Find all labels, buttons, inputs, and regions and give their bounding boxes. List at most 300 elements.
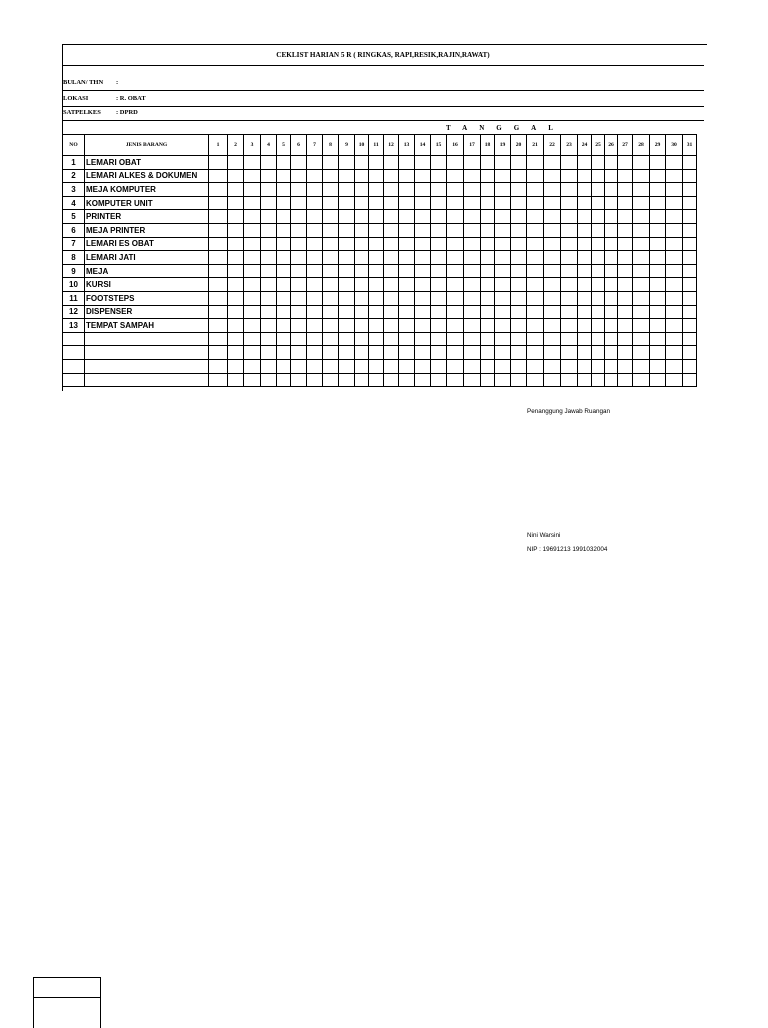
check-cell[interactable]	[399, 169, 415, 183]
check-cell[interactable]	[228, 305, 244, 319]
check-cell[interactable]	[605, 183, 618, 197]
check-cell[interactable]	[323, 223, 339, 237]
check-cell[interactable]	[384, 373, 399, 387]
check-cell[interactable]	[481, 196, 495, 210]
check-cell[interactable]	[527, 251, 544, 265]
check-cell[interactable]	[228, 346, 244, 360]
check-cell[interactable]	[633, 291, 650, 305]
check-cell[interactable]	[323, 373, 339, 387]
check-cell[interactable]	[511, 196, 527, 210]
check-cell[interactable]	[683, 196, 697, 210]
check-cell[interactable]	[399, 251, 415, 265]
check-cell[interactable]	[527, 319, 544, 333]
check-cell[interactable]	[447, 183, 464, 197]
check-cell[interactable]	[544, 373, 561, 387]
check-cell[interactable]	[481, 359, 495, 373]
check-cell[interactable]	[369, 278, 384, 292]
check-cell[interactable]	[415, 373, 431, 387]
check-cell[interactable]	[323, 210, 339, 224]
check-cell[interactable]	[339, 359, 355, 373]
check-cell[interactable]	[544, 196, 561, 210]
check-cell[interactable]	[323, 251, 339, 265]
check-cell[interactable]	[244, 237, 261, 251]
check-cell[interactable]	[339, 305, 355, 319]
check-cell[interactable]	[650, 291, 666, 305]
check-cell[interactable]	[683, 210, 697, 224]
check-cell[interactable]	[228, 251, 244, 265]
check-cell[interactable]	[323, 264, 339, 278]
check-cell[interactable]	[511, 183, 527, 197]
check-cell[interactable]	[307, 319, 323, 333]
check-cell[interactable]	[561, 278, 578, 292]
check-cell[interactable]	[291, 373, 307, 387]
check-cell[interactable]	[592, 196, 605, 210]
check-cell[interactable]	[464, 332, 481, 346]
check-cell[interactable]	[495, 373, 511, 387]
check-cell[interactable]	[633, 373, 650, 387]
check-cell[interactable]	[650, 359, 666, 373]
check-cell[interactable]	[209, 156, 228, 170]
check-cell[interactable]	[447, 305, 464, 319]
check-cell[interactable]	[291, 278, 307, 292]
check-cell[interactable]	[415, 291, 431, 305]
check-cell[interactable]	[415, 223, 431, 237]
check-cell[interactable]	[578, 291, 592, 305]
check-cell[interactable]	[415, 332, 431, 346]
check-cell[interactable]	[527, 183, 544, 197]
check-cell[interactable]	[339, 156, 355, 170]
check-cell[interactable]	[277, 278, 291, 292]
check-cell[interactable]	[244, 156, 261, 170]
check-cell[interactable]	[244, 346, 261, 360]
check-cell[interactable]	[291, 305, 307, 319]
check-cell[interactable]	[323, 156, 339, 170]
check-cell[interactable]	[355, 251, 369, 265]
check-cell[interactable]	[561, 332, 578, 346]
check-cell[interactable]	[683, 291, 697, 305]
check-cell[interactable]	[369, 359, 384, 373]
check-cell[interactable]	[633, 359, 650, 373]
check-cell[interactable]	[683, 223, 697, 237]
check-cell[interactable]	[495, 183, 511, 197]
check-cell[interactable]	[384, 278, 399, 292]
check-cell[interactable]	[228, 210, 244, 224]
check-cell[interactable]	[415, 264, 431, 278]
check-cell[interactable]	[511, 223, 527, 237]
check-cell[interactable]	[481, 169, 495, 183]
check-cell[interactable]	[307, 210, 323, 224]
check-cell[interactable]	[481, 346, 495, 360]
check-cell[interactable]	[369, 305, 384, 319]
check-cell[interactable]	[618, 251, 633, 265]
check-cell[interactable]	[415, 319, 431, 333]
check-cell[interactable]	[447, 278, 464, 292]
check-cell[interactable]	[527, 169, 544, 183]
check-cell[interactable]	[618, 373, 633, 387]
check-cell[interactable]	[447, 319, 464, 333]
check-cell[interactable]	[261, 332, 277, 346]
check-cell[interactable]	[209, 319, 228, 333]
check-cell[interactable]	[511, 359, 527, 373]
check-cell[interactable]	[339, 319, 355, 333]
check-cell[interactable]	[605, 305, 618, 319]
check-cell[interactable]	[384, 319, 399, 333]
check-cell[interactable]	[261, 183, 277, 197]
check-cell[interactable]	[244, 319, 261, 333]
check-cell[interactable]	[447, 156, 464, 170]
check-cell[interactable]	[307, 264, 323, 278]
check-cell[interactable]	[511, 373, 527, 387]
check-cell[interactable]	[618, 264, 633, 278]
check-cell[interactable]	[355, 156, 369, 170]
check-cell[interactable]	[561, 237, 578, 251]
check-cell[interactable]	[618, 291, 633, 305]
check-cell[interactable]	[495, 196, 511, 210]
check-cell[interactable]	[228, 264, 244, 278]
check-cell[interactable]	[481, 251, 495, 265]
check-cell[interactable]	[307, 278, 323, 292]
check-cell[interactable]	[431, 291, 447, 305]
check-cell[interactable]	[228, 332, 244, 346]
check-cell[interactable]	[578, 278, 592, 292]
check-cell[interactable]	[650, 183, 666, 197]
check-cell[interactable]	[633, 264, 650, 278]
check-cell[interactable]	[447, 291, 464, 305]
check-cell[interactable]	[464, 346, 481, 360]
check-cell[interactable]	[605, 237, 618, 251]
check-cell[interactable]	[369, 373, 384, 387]
check-cell[interactable]	[277, 264, 291, 278]
check-cell[interactable]	[431, 210, 447, 224]
check-cell[interactable]	[511, 237, 527, 251]
check-cell[interactable]	[527, 373, 544, 387]
check-cell[interactable]	[355, 305, 369, 319]
check-cell[interactable]	[355, 264, 369, 278]
check-cell[interactable]	[384, 156, 399, 170]
check-cell[interactable]	[355, 332, 369, 346]
check-cell[interactable]	[261, 264, 277, 278]
check-cell[interactable]	[527, 291, 544, 305]
check-cell[interactable]	[291, 332, 307, 346]
check-cell[interactable]	[228, 196, 244, 210]
check-cell[interactable]	[666, 237, 683, 251]
check-cell[interactable]	[277, 169, 291, 183]
check-cell[interactable]	[561, 196, 578, 210]
check-cell[interactable]	[605, 359, 618, 373]
check-cell[interactable]	[683, 305, 697, 319]
check-cell[interactable]	[605, 291, 618, 305]
check-cell[interactable]	[495, 359, 511, 373]
check-cell[interactable]	[592, 156, 605, 170]
check-cell[interactable]	[618, 319, 633, 333]
check-cell[interactable]	[481, 332, 495, 346]
check-cell[interactable]	[369, 156, 384, 170]
check-cell[interactable]	[578, 237, 592, 251]
check-cell[interactable]	[369, 251, 384, 265]
check-cell[interactable]	[511, 278, 527, 292]
check-cell[interactable]	[431, 237, 447, 251]
check-cell[interactable]	[495, 305, 511, 319]
check-cell[interactable]	[369, 332, 384, 346]
check-cell[interactable]	[307, 237, 323, 251]
check-cell[interactable]	[261, 223, 277, 237]
check-cell[interactable]	[561, 210, 578, 224]
check-cell[interactable]	[228, 359, 244, 373]
check-cell[interactable]	[369, 223, 384, 237]
check-cell[interactable]	[339, 264, 355, 278]
check-cell[interactable]	[291, 359, 307, 373]
check-cell[interactable]	[683, 264, 697, 278]
check-cell[interactable]	[544, 305, 561, 319]
check-cell[interactable]	[399, 319, 415, 333]
check-cell[interactable]	[369, 183, 384, 197]
check-cell[interactable]	[578, 196, 592, 210]
check-cell[interactable]	[592, 264, 605, 278]
check-cell[interactable]	[291, 319, 307, 333]
check-cell[interactable]	[209, 264, 228, 278]
check-cell[interactable]	[307, 359, 323, 373]
check-cell[interactable]	[561, 291, 578, 305]
check-cell[interactable]	[527, 223, 544, 237]
check-cell[interactable]	[618, 183, 633, 197]
check-cell[interactable]	[323, 169, 339, 183]
check-cell[interactable]	[261, 305, 277, 319]
check-cell[interactable]	[495, 332, 511, 346]
check-cell[interactable]	[592, 359, 605, 373]
check-cell[interactable]	[431, 196, 447, 210]
check-cell[interactable]	[618, 305, 633, 319]
check-cell[interactable]	[228, 223, 244, 237]
check-cell[interactable]	[277, 251, 291, 265]
check-cell[interactable]	[291, 291, 307, 305]
check-cell[interactable]	[369, 264, 384, 278]
check-cell[interactable]	[527, 278, 544, 292]
check-cell[interactable]	[415, 156, 431, 170]
check-cell[interactable]	[544, 251, 561, 265]
check-cell[interactable]	[605, 251, 618, 265]
check-cell[interactable]	[399, 237, 415, 251]
check-cell[interactable]	[307, 332, 323, 346]
check-cell[interactable]	[355, 278, 369, 292]
check-cell[interactable]	[495, 278, 511, 292]
check-cell[interactable]	[261, 373, 277, 387]
check-cell[interactable]	[633, 346, 650, 360]
check-cell[interactable]	[605, 332, 618, 346]
check-cell[interactable]	[339, 210, 355, 224]
check-cell[interactable]	[495, 210, 511, 224]
check-cell[interactable]	[666, 332, 683, 346]
check-cell[interactable]	[481, 156, 495, 170]
check-cell[interactable]	[561, 359, 578, 373]
check-cell[interactable]	[307, 373, 323, 387]
check-cell[interactable]	[605, 156, 618, 170]
check-cell[interactable]	[355, 346, 369, 360]
check-cell[interactable]	[592, 251, 605, 265]
check-cell[interactable]	[561, 223, 578, 237]
check-cell[interactable]	[464, 305, 481, 319]
check-cell[interactable]	[384, 169, 399, 183]
check-cell[interactable]	[369, 319, 384, 333]
check-cell[interactable]	[228, 319, 244, 333]
check-cell[interactable]	[399, 210, 415, 224]
check-cell[interactable]	[464, 278, 481, 292]
check-cell[interactable]	[399, 264, 415, 278]
check-cell[interactable]	[464, 156, 481, 170]
check-cell[interactable]	[323, 332, 339, 346]
check-cell[interactable]	[399, 332, 415, 346]
check-cell[interactable]	[650, 237, 666, 251]
check-cell[interactable]	[544, 183, 561, 197]
check-cell[interactable]	[561, 156, 578, 170]
check-cell[interactable]	[561, 251, 578, 265]
check-cell[interactable]	[244, 223, 261, 237]
check-cell[interactable]	[431, 251, 447, 265]
check-cell[interactable]	[369, 237, 384, 251]
check-cell[interactable]	[339, 223, 355, 237]
check-cell[interactable]	[209, 291, 228, 305]
check-cell[interactable]	[666, 346, 683, 360]
check-cell[interactable]	[683, 359, 697, 373]
check-cell[interactable]	[495, 156, 511, 170]
check-cell[interactable]	[244, 251, 261, 265]
check-cell[interactable]	[578, 359, 592, 373]
check-cell[interactable]	[511, 251, 527, 265]
check-cell[interactable]	[578, 346, 592, 360]
check-cell[interactable]	[666, 251, 683, 265]
check-cell[interactable]	[481, 210, 495, 224]
check-cell[interactable]	[244, 359, 261, 373]
check-cell[interactable]	[261, 196, 277, 210]
check-cell[interactable]	[666, 196, 683, 210]
check-cell[interactable]	[633, 183, 650, 197]
check-cell[interactable]	[307, 183, 323, 197]
check-cell[interactable]	[399, 156, 415, 170]
check-cell[interactable]	[666, 156, 683, 170]
check-cell[interactable]	[447, 210, 464, 224]
check-cell[interactable]	[618, 196, 633, 210]
check-cell[interactable]	[495, 169, 511, 183]
check-cell[interactable]	[544, 291, 561, 305]
check-cell[interactable]	[399, 183, 415, 197]
check-cell[interactable]	[384, 183, 399, 197]
check-cell[interactable]	[633, 278, 650, 292]
check-cell[interactable]	[323, 237, 339, 251]
check-cell[interactable]	[307, 223, 323, 237]
check-cell[interactable]	[399, 359, 415, 373]
check-cell[interactable]	[415, 251, 431, 265]
check-cell[interactable]	[592, 183, 605, 197]
check-cell[interactable]	[244, 332, 261, 346]
check-cell[interactable]	[527, 346, 544, 360]
check-cell[interactable]	[578, 319, 592, 333]
check-cell[interactable]	[592, 237, 605, 251]
check-cell[interactable]	[431, 359, 447, 373]
check-cell[interactable]	[277, 156, 291, 170]
check-cell[interactable]	[666, 264, 683, 278]
check-cell[interactable]	[527, 210, 544, 224]
check-cell[interactable]	[481, 223, 495, 237]
check-cell[interactable]	[261, 251, 277, 265]
check-cell[interactable]	[228, 237, 244, 251]
check-cell[interactable]	[511, 156, 527, 170]
check-cell[interactable]	[633, 156, 650, 170]
check-cell[interactable]	[209, 169, 228, 183]
check-cell[interactable]	[228, 291, 244, 305]
check-cell[interactable]	[228, 373, 244, 387]
check-cell[interactable]	[399, 196, 415, 210]
check-cell[interactable]	[384, 223, 399, 237]
check-cell[interactable]	[277, 196, 291, 210]
check-cell[interactable]	[355, 183, 369, 197]
check-cell[interactable]	[633, 210, 650, 224]
check-cell[interactable]	[481, 291, 495, 305]
check-cell[interactable]	[447, 332, 464, 346]
check-cell[interactable]	[592, 291, 605, 305]
check-cell[interactable]	[355, 373, 369, 387]
check-cell[interactable]	[415, 196, 431, 210]
check-cell[interactable]	[481, 183, 495, 197]
check-cell[interactable]	[447, 373, 464, 387]
check-cell[interactable]	[384, 264, 399, 278]
check-cell[interactable]	[511, 264, 527, 278]
check-cell[interactable]	[355, 210, 369, 224]
check-cell[interactable]	[261, 156, 277, 170]
check-cell[interactable]	[431, 156, 447, 170]
check-cell[interactable]	[666, 305, 683, 319]
check-cell[interactable]	[650, 156, 666, 170]
check-cell[interactable]	[618, 278, 633, 292]
check-cell[interactable]	[464, 223, 481, 237]
check-cell[interactable]	[683, 278, 697, 292]
check-cell[interactable]	[261, 346, 277, 360]
check-cell[interactable]	[277, 319, 291, 333]
check-cell[interactable]	[511, 346, 527, 360]
check-cell[interactable]	[683, 156, 697, 170]
check-cell[interactable]	[561, 264, 578, 278]
check-cell[interactable]	[633, 305, 650, 319]
check-cell[interactable]	[228, 278, 244, 292]
check-cell[interactable]	[277, 291, 291, 305]
check-cell[interactable]	[399, 346, 415, 360]
check-cell[interactable]	[339, 183, 355, 197]
check-cell[interactable]	[228, 183, 244, 197]
check-cell[interactable]	[244, 210, 261, 224]
check-cell[interactable]	[650, 305, 666, 319]
check-cell[interactable]	[650, 319, 666, 333]
check-cell[interactable]	[277, 359, 291, 373]
check-cell[interactable]	[633, 332, 650, 346]
check-cell[interactable]	[323, 319, 339, 333]
check-cell[interactable]	[527, 332, 544, 346]
check-cell[interactable]	[209, 196, 228, 210]
check-cell[interactable]	[481, 373, 495, 387]
check-cell[interactable]	[384, 196, 399, 210]
check-cell[interactable]	[415, 169, 431, 183]
check-cell[interactable]	[384, 237, 399, 251]
check-cell[interactable]	[415, 305, 431, 319]
check-cell[interactable]	[578, 156, 592, 170]
check-cell[interactable]	[261, 359, 277, 373]
check-cell[interactable]	[544, 346, 561, 360]
check-cell[interactable]	[650, 332, 666, 346]
check-cell[interactable]	[683, 319, 697, 333]
check-cell[interactable]	[495, 264, 511, 278]
check-cell[interactable]	[633, 196, 650, 210]
check-cell[interactable]	[209, 346, 228, 360]
check-cell[interactable]	[650, 346, 666, 360]
check-cell[interactable]	[527, 305, 544, 319]
check-cell[interactable]	[384, 251, 399, 265]
